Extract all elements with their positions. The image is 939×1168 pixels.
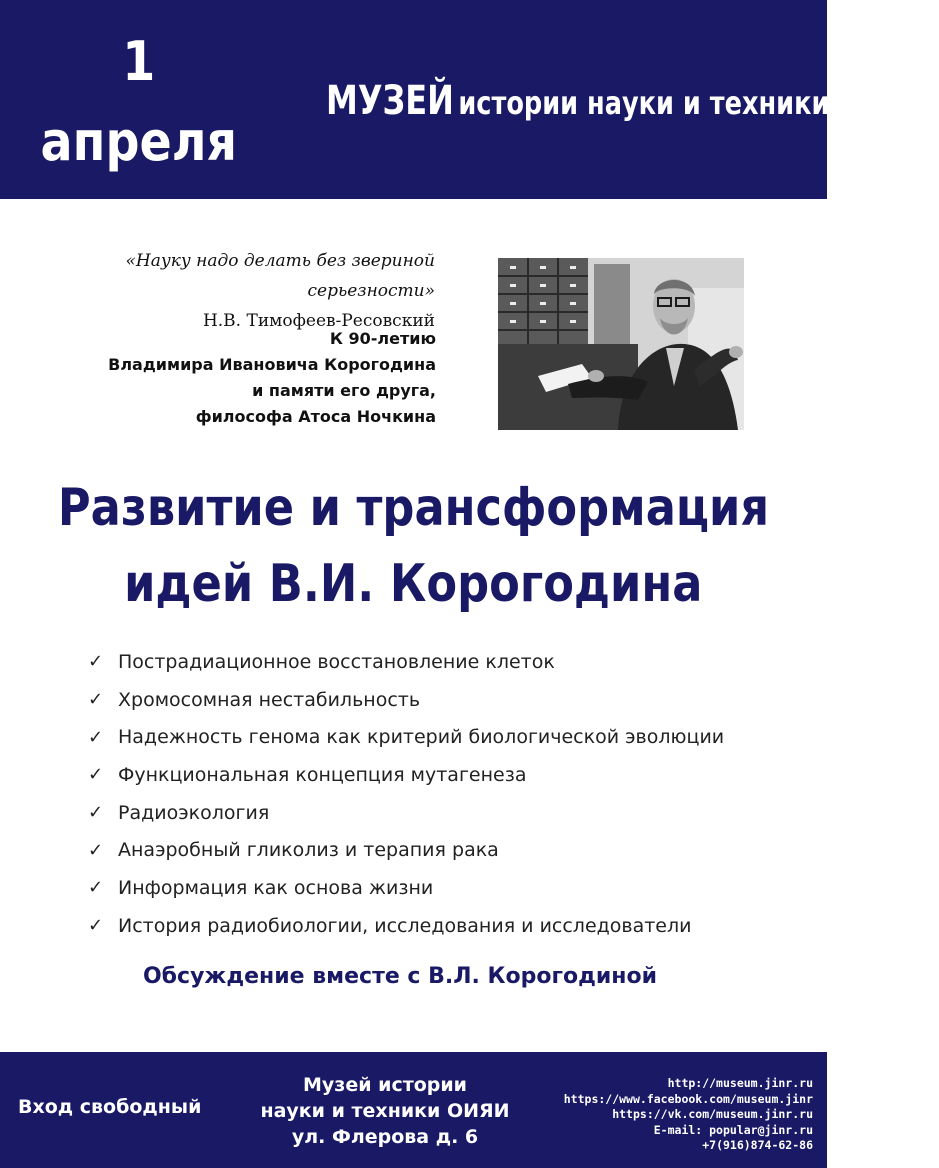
main-title-line: Развитие и трансформация [57,478,770,538]
topic-label: Информация как основа жизни [118,876,434,899]
dedication [60,326,436,430]
dedication-line: и памяти его друга, [252,381,436,400]
website-link[interactable]: http://museum.jinr.ru [667,1076,813,1090]
topic-label: Надежность генома как критерий биологической эволюции [118,726,725,749]
checkmark-icon: ✓ [88,877,104,899]
dedication-line: философа Атоса Ночкина [195,407,436,426]
quote-author: Н.В. Тимофеев-Ресовский [202,311,435,331]
checkmark-icon: ✓ [88,651,104,673]
vk-link[interactable]: https://vk.com/museum.jinr.ru [612,1107,813,1121]
phone-number: +7(916)874-62-86 [702,1138,813,1152]
address-line: ул. Флерова д. 6 [291,1126,479,1148]
header-banner [0,0,939,253]
topic-item [88,718,724,756]
address-line: науки и техники ОИЯИ [260,1100,510,1122]
checkmark-icon: ✓ [88,726,104,748]
main-title-line: идей В.И. Корогодина [124,554,703,614]
topic-label: Хромосомная нестабильность [118,688,421,711]
topic-list [88,643,724,945]
venue-address [240,1072,530,1150]
topic-label: История радиобиологии, исследования и исследователи [118,914,692,937]
main-title [0,470,827,622]
contact-info [564,1076,813,1154]
topic-item [88,681,724,719]
quote-text: «Науку надо делать без звериной серьезности» [125,251,435,301]
topic-item [88,794,724,832]
dedication-line: Владимира Ивановича Корогодина [108,355,436,374]
epigraph [40,246,435,336]
event-date: 1 апреля [40,30,238,173]
checkmark-icon: ✓ [88,802,104,824]
dedication-line: К 90-летию [329,329,436,348]
topic-item [88,907,724,945]
museum-title [326,78,939,124]
portrait-illustration [498,258,744,430]
event-time: 16:30 [63,190,215,253]
email-link[interactable]: E-mail: popular@jinr.ru [653,1122,813,1137]
topic-label: Радиоэкология [118,801,270,824]
museum-subtitle: истории науки и техники [458,84,830,122]
topic-item [88,831,724,869]
checkmark-icon: ✓ [88,689,104,711]
facebook-link[interactable]: https://www.facebook.com/museum.jinr [563,1091,813,1106]
topic-label: Пострадиационное восстановление клеток [118,650,555,673]
checkmark-icon: ✓ [88,764,104,786]
discussion-note: Обсуждение вместе с В.Л. Корогодиной [142,964,657,989]
free-entry-label: Вход свободный [18,1096,202,1118]
museum-word: МУЗЕЙ [326,78,454,124]
topic-label: Анаэробный гликолиз и терапия рака [118,839,499,862]
address-line: Музей истории [302,1074,467,1096]
museum-org: ОИЯИ [833,78,939,124]
checkmark-icon: ✓ [88,915,104,937]
topic-item [88,756,724,794]
topic-label: Функциональная концепция мутагенеза [118,763,527,786]
topic-item [88,869,724,907]
event-datetime [20,22,258,262]
portrait-photo [498,258,744,430]
topic-item [88,643,724,681]
footer-banner [0,1052,827,1168]
checkmark-icon: ✓ [88,839,104,861]
